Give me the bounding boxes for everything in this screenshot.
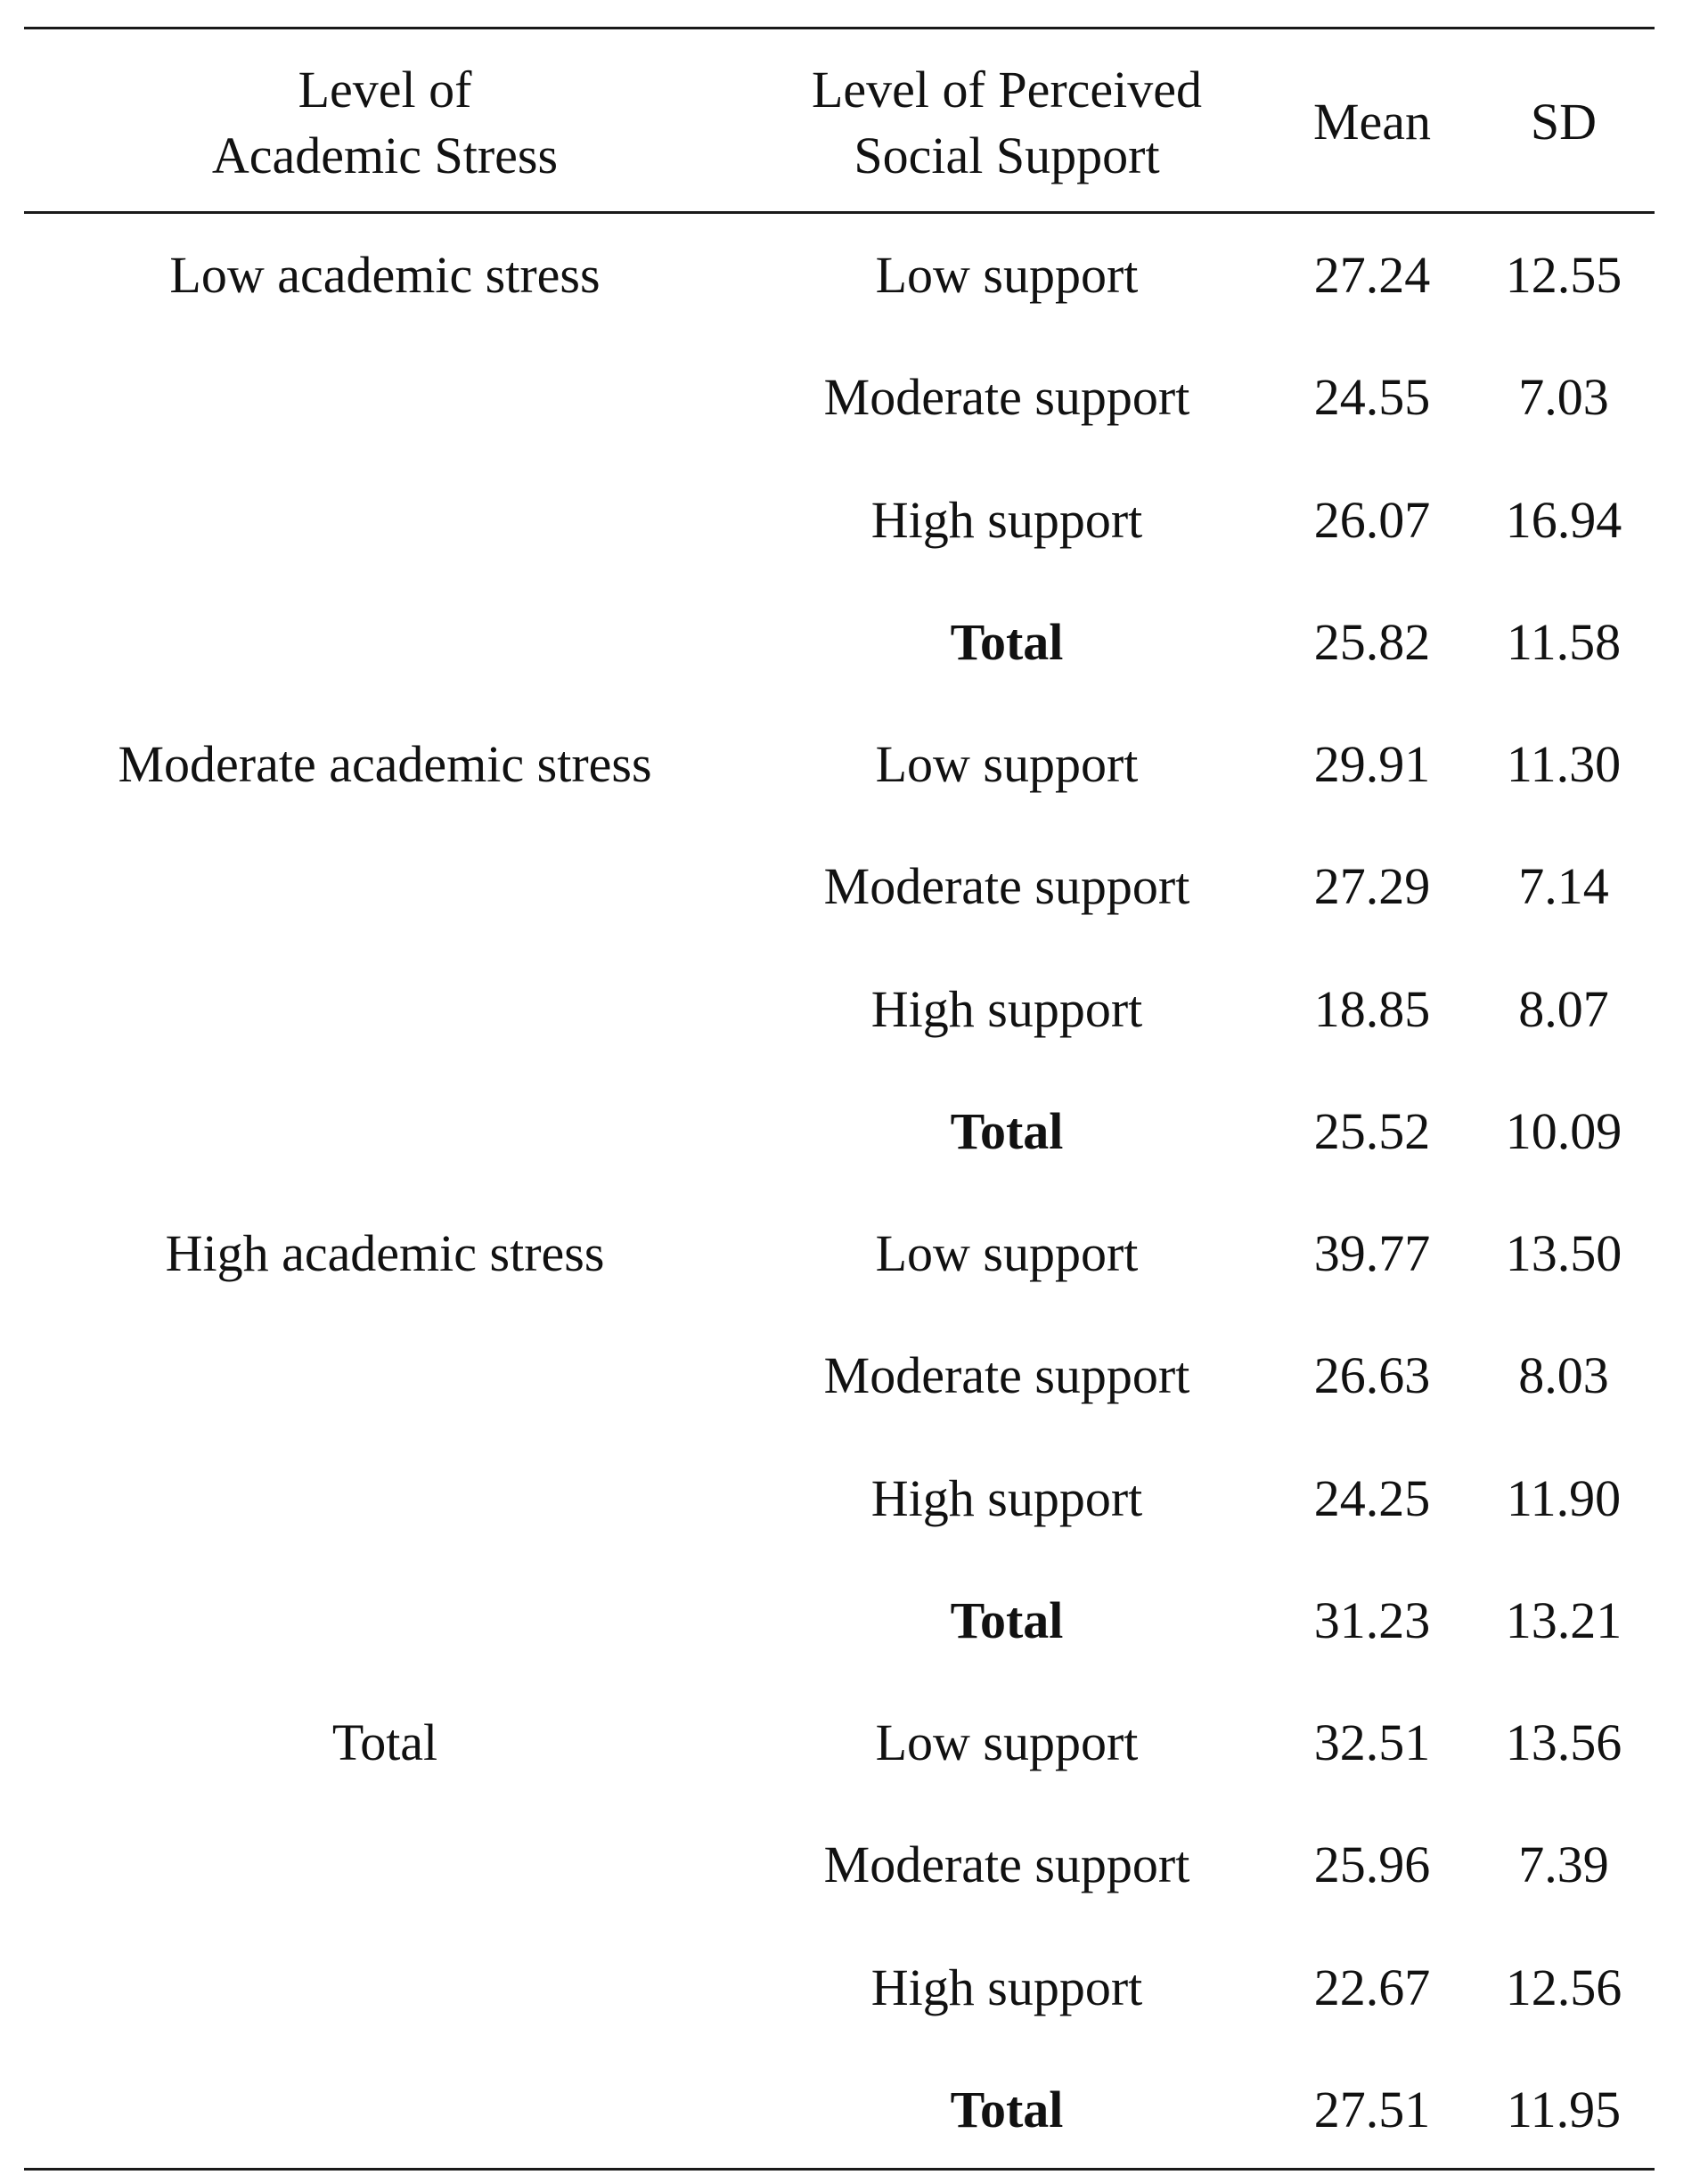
stress-level-label: Total [331, 1713, 438, 1771]
sd-cell: 13.21 [1505, 1591, 1622, 1649]
sd-cell: 11.90 [1506, 1469, 1622, 1527]
support-level-cell: Total [950, 1102, 1064, 1160]
header-rule [24, 211, 1655, 214]
sd-cell: 11.58 [1506, 613, 1622, 671]
sd-cell: 11.95 [1506, 2081, 1622, 2138]
header-line: Level of [298, 61, 472, 119]
mean-cell: 27.29 [1313, 857, 1431, 915]
header-line: Social Support [854, 127, 1160, 184]
sd-cell: 12.55 [1505, 246, 1622, 304]
mean-cell: 18.85 [1313, 980, 1431, 1038]
sd-cell: 8.03 [1518, 1346, 1609, 1404]
stress-level-label: Low academic stress [169, 246, 601, 304]
support-level-cell: High support [870, 491, 1143, 549]
support-level-cell: Total [950, 1591, 1064, 1649]
support-level-cell: Moderate support [823, 1836, 1190, 1893]
support-level-cell: Moderate support [823, 1346, 1190, 1404]
support-level-cell: Low support [875, 1224, 1139, 1282]
header-academic-stress [24, 57, 746, 189]
mean-cell: 29.91 [1313, 735, 1431, 793]
sd-cell: 10.09 [1505, 1102, 1622, 1160]
sd-cell: 16.94 [1505, 491, 1622, 549]
sd-cell: 12.56 [1505, 1958, 1622, 2016]
support-level-cell: High support [870, 1958, 1143, 2016]
sd-cell: 13.56 [1505, 1713, 1622, 1771]
sd-cell: 7.03 [1518, 368, 1609, 426]
sd-cell: 7.14 [1518, 857, 1609, 915]
mean-cell: 32.51 [1313, 1713, 1431, 1771]
mean-cell: 39.77 [1313, 1224, 1431, 1282]
mean-cell: 22.67 [1313, 1958, 1431, 2016]
support-level-cell: Total [950, 613, 1064, 671]
support-level-cell: Moderate support [823, 368, 1190, 426]
support-level-cell: Low support [875, 735, 1139, 793]
support-level-cell: High support [870, 1469, 1143, 1527]
header-line: Level of Perceived [811, 61, 1202, 119]
support-level-cell: Low support [875, 246, 1139, 304]
mean-cell: 27.24 [1313, 246, 1431, 304]
header-social-support [748, 57, 1265, 189]
header-line: Academic Stress [211, 127, 559, 184]
mean-cell: 24.25 [1313, 1469, 1431, 1527]
mean-cell: 31.23 [1313, 1591, 1431, 1649]
header-mean: Mean [1312, 93, 1432, 151]
support-level-cell: High support [870, 980, 1143, 1038]
support-level-cell: Moderate support [823, 857, 1190, 915]
mean-cell: 26.07 [1313, 491, 1431, 549]
sd-cell: 13.50 [1505, 1224, 1622, 1282]
stress-level-label: High academic stress [165, 1224, 605, 1282]
table-bottom-rule [24, 2168, 1655, 2171]
support-level-cell: Total [950, 2081, 1064, 2138]
stress-level-label: Moderate academic stress [118, 735, 652, 793]
mean-cell: 26.63 [1313, 1346, 1431, 1404]
mean-cell: 27.51 [1313, 2081, 1431, 2138]
mean-cell: 25.52 [1313, 1102, 1431, 1160]
mean-cell: 25.82 [1313, 613, 1431, 671]
mean-cell: 25.96 [1313, 1836, 1431, 1893]
sd-cell: 8.07 [1518, 980, 1609, 1038]
sd-cell: 7.39 [1518, 1836, 1609, 1893]
support-level-cell: Low support [875, 1713, 1139, 1771]
header-sd: SD [1530, 93, 1598, 151]
table-top-rule [24, 27, 1655, 29]
sd-cell: 11.30 [1506, 735, 1622, 793]
mean-cell: 24.55 [1313, 368, 1431, 426]
